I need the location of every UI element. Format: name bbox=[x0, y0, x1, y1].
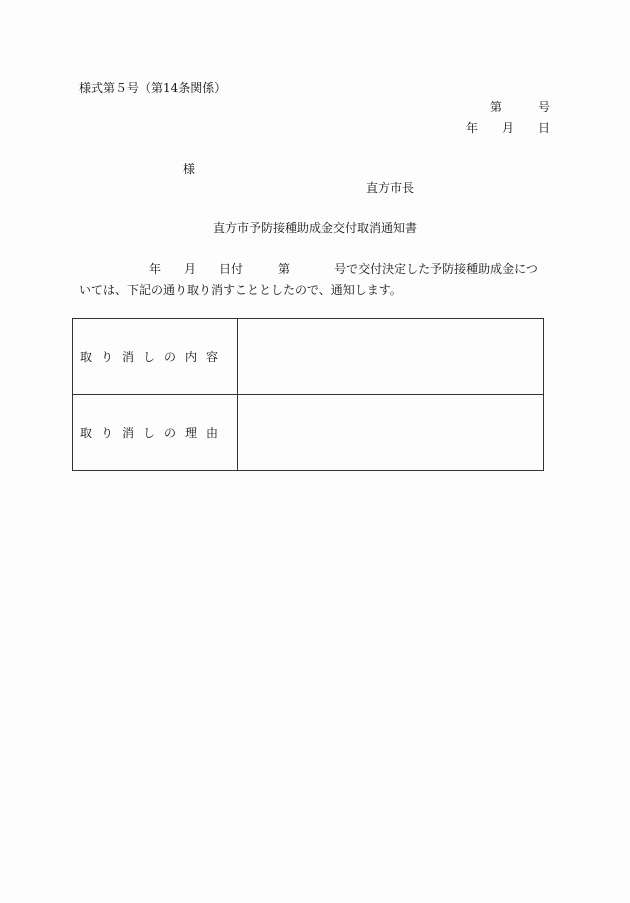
body-line-1-rest: 号で交付決定した予防接種助成金につ bbox=[334, 262, 538, 276]
document-date-label: 年 月 日 bbox=[465, 121, 550, 135]
form-number: 様式第５号（第14条関係） bbox=[79, 81, 227, 95]
addressee-honorific: 様 bbox=[183, 162, 196, 176]
table-row bbox=[73, 319, 544, 395]
cancellation-content-label: 取り消しの内容 bbox=[73, 319, 238, 395]
cancellation-content-value[interactable] bbox=[238, 319, 544, 395]
body-year: 年 bbox=[149, 262, 162, 276]
body-date-suffix: 日付 bbox=[219, 262, 244, 276]
cancellation-reason-value[interactable] bbox=[238, 395, 544, 471]
document-number-label: 第 号 bbox=[489, 100, 550, 114]
document-title: 直方市予防接種助成金交付取消通知書 bbox=[212, 221, 417, 235]
body-number-prefix: 第 bbox=[278, 262, 291, 276]
body-line-2: いては、下記の通り取り消すこととしたので、通知します。 bbox=[79, 283, 402, 297]
table-row bbox=[73, 395, 544, 471]
issuer-name: 直方市長 bbox=[366, 181, 415, 195]
body-line-1 bbox=[79, 263, 538, 275]
body-month: 月 bbox=[184, 262, 197, 276]
cancellation-reason-label: 取り消しの理由 bbox=[73, 395, 238, 471]
detail-table bbox=[72, 318, 544, 471]
